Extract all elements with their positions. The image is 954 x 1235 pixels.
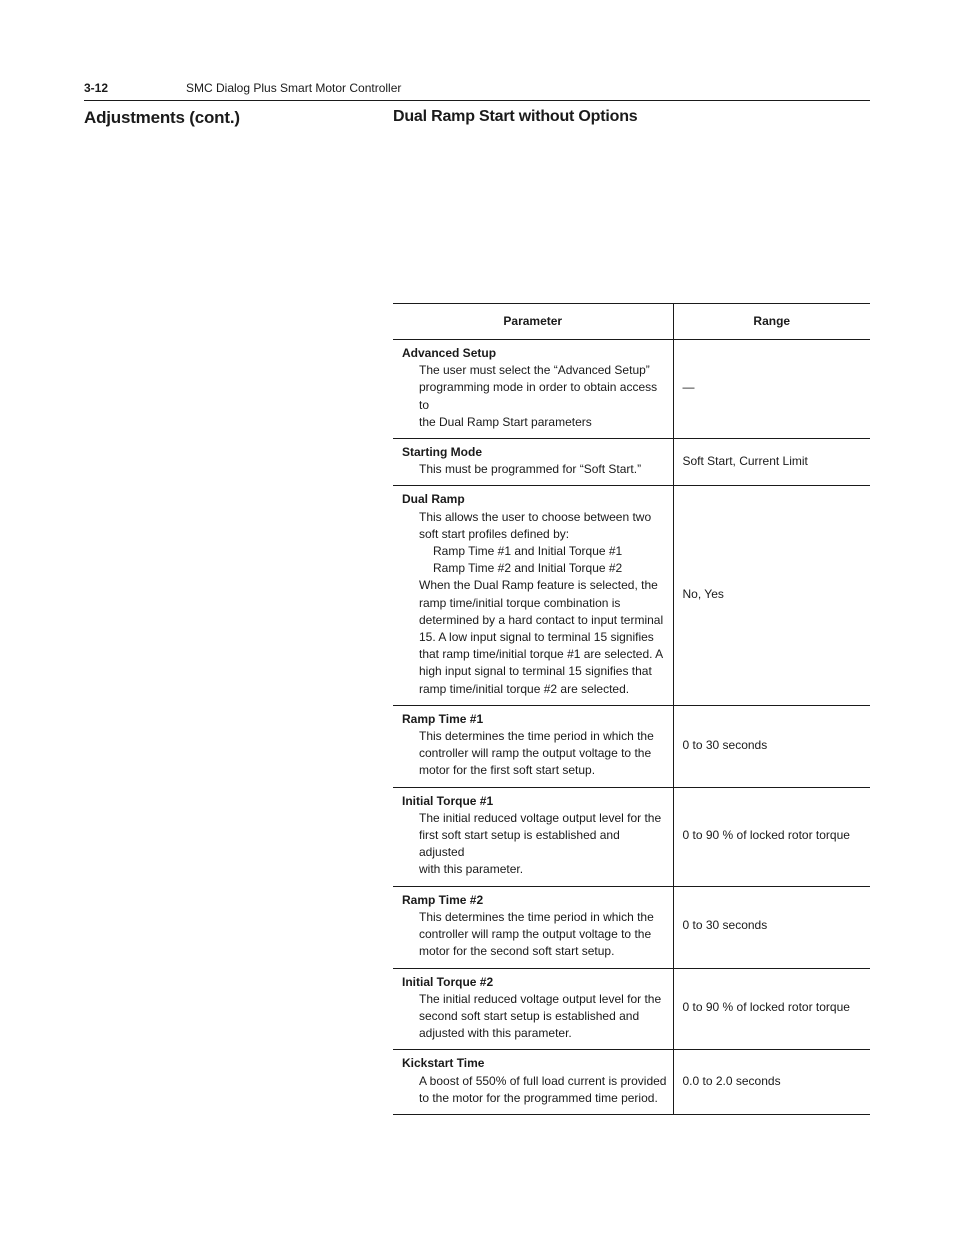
parameter-cell — [393, 705, 673, 787]
parameter-cell — [393, 787, 673, 886]
description-line: ramp time/initial torque combination is — [419, 595, 621, 610]
description-line: The initial reduced voltage output level for the — [419, 991, 662, 1006]
description-line: 15. A low input signal to terminal 15 signifies — [419, 630, 654, 645]
parameter-cell — [393, 340, 673, 439]
description-line: to the motor for the programmed time period. — [419, 1090, 658, 1105]
parameter-description — [402, 461, 667, 478]
parameter-name: Ramp Time #1 — [402, 711, 484, 726]
range-cell: No, Yes — [673, 486, 870, 705]
parameter-name: Starting Mode — [402, 445, 482, 460]
description-line: with this parameter. — [419, 862, 524, 877]
table-row — [393, 340, 870, 439]
subsection-title: Dual Ramp Start without Options — [393, 108, 638, 125]
section-title: Adjustments (cont.) — [84, 108, 240, 127]
parameter-description — [402, 509, 667, 698]
parameter-description — [402, 991, 667, 1043]
description-line: This determines the time period in which the — [419, 909, 654, 924]
description-line: Ramp Time #2 and Initial Torque #2 — [433, 561, 623, 576]
description-line: controller will ramp the output voltage to the — [419, 927, 652, 942]
description-line: motor for the second soft start setup. — [419, 944, 615, 959]
description-line: high input signal to terminal 15 signifies that — [419, 664, 652, 679]
description-line: adjusted with this parameter. — [419, 1026, 572, 1041]
description-line: controller will ramp the output voltage to the — [419, 746, 652, 761]
column-header-range: Range — [673, 304, 870, 340]
parameter-cell — [393, 486, 673, 705]
range-cell: 0 to 30 seconds — [673, 705, 870, 787]
description-line: When the Dual Ramp feature is selected, the — [419, 578, 658, 593]
parameter-cell — [393, 886, 673, 968]
description-line: A boost of 550% of full load current is provided — [419, 1073, 667, 1088]
parameter-description — [402, 728, 667, 780]
description-line: that ramp time/initial torque #1 are selected. A — [419, 647, 664, 662]
description-line: first soft start setup is established and adjusted — [419, 828, 620, 860]
description-line: This must be programmed for “Soft Start.” — [419, 462, 642, 477]
table-row — [393, 968, 870, 1050]
range-cell: Soft Start, Current Limit — [673, 439, 870, 486]
description-line: the Dual Ramp Start parameters — [419, 414, 592, 429]
description-line: determined by a hard contact to input terminal — [419, 612, 664, 627]
description-line: This allows the user to choose between two — [419, 509, 652, 524]
parameter-name: Kickstart Time — [402, 1056, 485, 1071]
description-line: motor for the first soft start setup. — [419, 763, 596, 778]
table-row — [393, 486, 870, 705]
description-line: programming mode in order to obtain access to — [419, 380, 658, 412]
parameter-name: Ramp Time #2 — [402, 892, 484, 907]
description-line: ramp time/initial torque #2 are selected. — [419, 681, 630, 696]
range-cell: 0 to 90 % of locked rotor torque — [673, 968, 870, 1050]
description-line: The initial reduced voltage output level for the — [419, 810, 662, 825]
parameter-description — [402, 1073, 667, 1107]
table-row — [393, 705, 870, 787]
range-cell: 0 to 30 seconds — [673, 886, 870, 968]
description-line: Ramp Time #1 and Initial Torque #1 — [433, 544, 623, 559]
parameter-description — [402, 362, 667, 431]
page-header — [84, 80, 870, 101]
parameter-description — [402, 909, 667, 961]
parameter-cell — [393, 1050, 673, 1115]
column-header-parameter: Parameter — [393, 304, 673, 340]
table-row — [393, 787, 870, 886]
document-title: SMC Dialog Plus Smart Motor Controller — [186, 81, 402, 95]
parameter-name: Advanced Setup — [402, 346, 497, 360]
page-number: 3-12 — [84, 81, 109, 95]
parameter-cell — [393, 968, 673, 1050]
table-header-row — [393, 304, 870, 340]
description-line: soft start profiles defined by: — [419, 526, 570, 541]
parameter-name: Dual Ramp — [402, 492, 465, 507]
range-cell: 0 to 90 % of locked rotor torque — [673, 787, 870, 886]
table-row — [393, 886, 870, 968]
parameter-table — [393, 303, 870, 1115]
table-row — [393, 1050, 870, 1115]
description-line: second soft start setup is established and — [419, 1008, 640, 1023]
range-cell: — — [673, 340, 870, 439]
range-cell: 0.0 to 2.0 seconds — [673, 1050, 870, 1115]
parameter-cell — [393, 439, 673, 486]
parameter-description — [402, 810, 667, 879]
description-line: This determines the time period in which the — [419, 729, 654, 744]
parameter-name: Initial Torque #2 — [402, 974, 494, 989]
parameter-name: Initial Torque #1 — [402, 793, 494, 808]
table-row — [393, 439, 870, 486]
description-line: The user must select the “Advanced Setup” — [419, 363, 650, 378]
